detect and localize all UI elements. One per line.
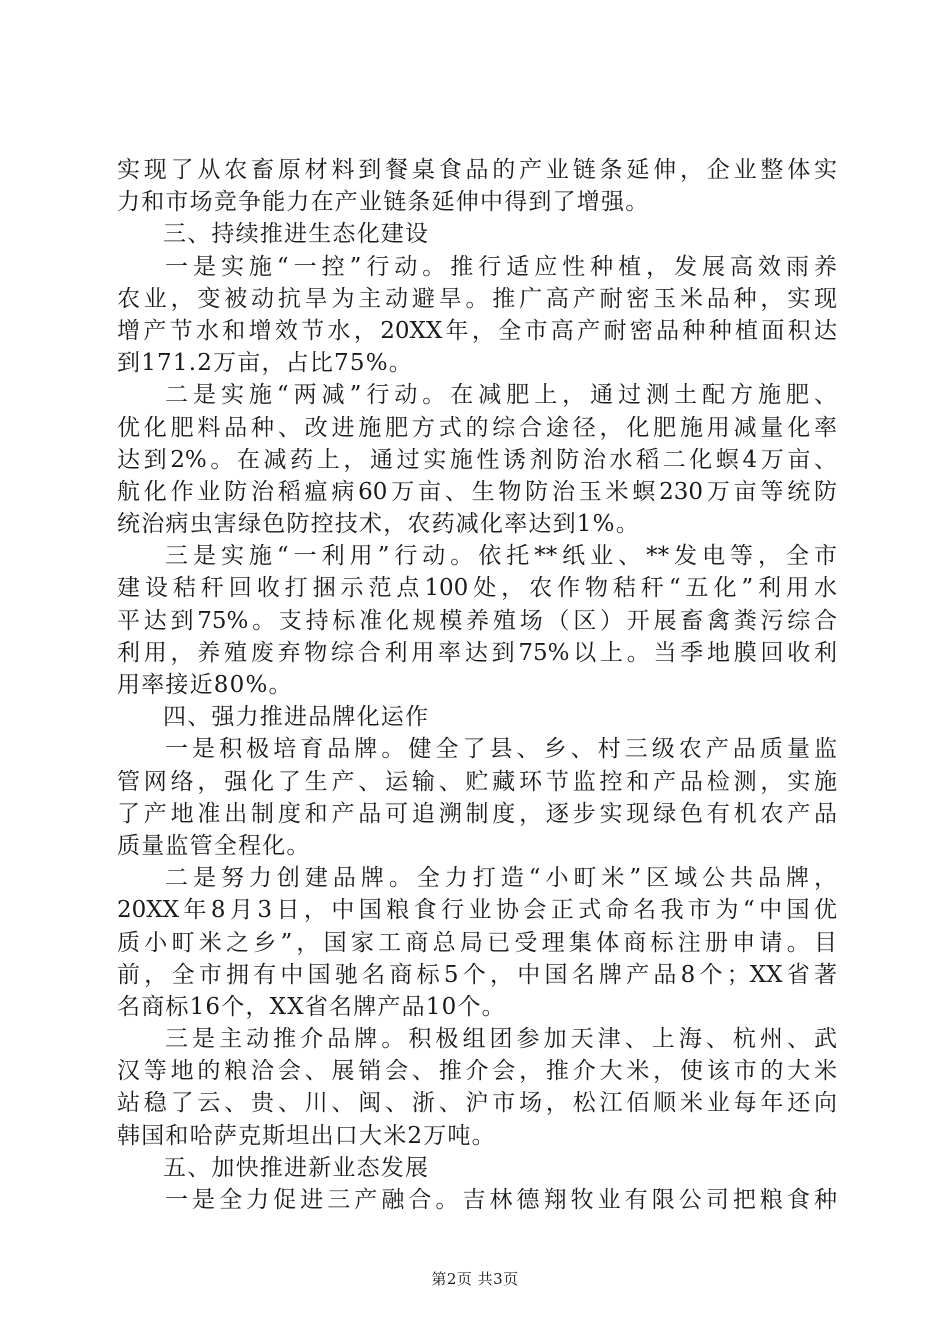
text-line: 平达到75%。支持标准化规模养殖场（区）开展畜禽粪污综合 — [117, 607, 837, 634]
text-line: 建设秸秆回收打捆示范点100处，农作物秸秆“五化”利用水 — [117, 575, 837, 602]
text-line: 增产节水和增效节水，20XX年，全市高产耐密品种种植面积达 — [117, 317, 837, 344]
text-line: 站稳了云、贵、川、闽、浙、沪市场，松江佰顺米业每年还向 — [117, 1090, 837, 1117]
text-line: 优化肥料品种、改进施肥方式的综合途径，化肥施用减量化率 — [117, 414, 837, 441]
text-line: 二是实施“两减”行动。在减肥上，通过测土配方施肥、 — [165, 382, 837, 409]
text-line: 二是努力创建品牌。全力打造“小町米”区域公共品牌， — [165, 865, 837, 892]
text-line: 了产地准出制度和产品可追溯制度，逐步实现绿色有机农产品 — [117, 800, 837, 827]
text-line: 利用，养殖废弃物综合利用率达到75%以上。当季地膜回收利 — [117, 639, 837, 666]
text-line: 用率接近80%。 — [117, 672, 293, 698]
text-line: 管网络，强化了生产、运输、贮藏环节监控和产品检测，实施 — [117, 768, 837, 795]
text-line: 质量监管全程化。 — [117, 832, 311, 859]
text-line: 一是实施“一控”行动。推行适应性种植，发展高效雨养 — [165, 253, 837, 280]
text-line: 前，全市拥有中国驰名商标5个，中国名牌产品8个；XX省著 — [117, 961, 837, 988]
text-line: 航化作业防治稻瘟病60万亩、生物防治玉米螟230万亩等统防 — [117, 478, 837, 505]
page-footer: 第2页 共3页 — [431, 1270, 519, 1288]
text-line: 质小町米之乡”，国家工商总局已受理集体商标注册申请。目 — [117, 929, 837, 956]
text-line: 力和市场竞争能力在产业链条延伸中得到了增强。 — [117, 189, 650, 216]
text-line: 达到2%。在减药上，通过实施性诱剂防治水稻二化螟4万亩、 — [117, 446, 837, 473]
text-line: 名商标16个，XX省名牌产品10个。 — [117, 993, 506, 1020]
text-line: 三是实施“一利用”行动。依托**纸业、**发电等，全市 — [165, 543, 837, 570]
text-line: 三是主动推介品牌。积极组团参加天津、上海、杭州、武 — [165, 1026, 837, 1053]
section-heading: 三、持续推进生态化建设 — [163, 221, 430, 248]
text-line: 韩国和哈萨克斯坦出口大米2万吨。 — [117, 1122, 496, 1149]
text-line: 20XX年8月3日，中国粮食行业协会正式命名我市为“中国优 — [117, 897, 837, 924]
text-line: 统治病虫害绿色防控技术，农药减化率达到1%。 — [117, 511, 640, 538]
text-line: 实现了从农畜原材料到餐桌食品的产业链条延伸，企业整体实 — [117, 157, 837, 183]
text-line: 一是全力促进三产融合。吉林德翔牧业有限公司把粮食种 — [165, 1187, 837, 1213]
text-line: 到171.2万亩，占比75%。 — [117, 350, 413, 377]
section-heading: 五、加快推进新业态发展 — [163, 1154, 430, 1181]
document-body — [117, 154, 837, 1216]
section-heading: 四、强力推进品牌化运作 — [163, 704, 430, 731]
text-line: 农业，变被动抗旱为主动避旱。推广高产耐密玉米品种，实现 — [117, 285, 837, 312]
text-line: 汉等地的粮洽会、展销会、推介会，推介大米，使该市的大米 — [117, 1058, 837, 1085]
text-line: 一是积极培育品牌。健全了县、乡、村三级农产品质量监 — [165, 736, 837, 763]
